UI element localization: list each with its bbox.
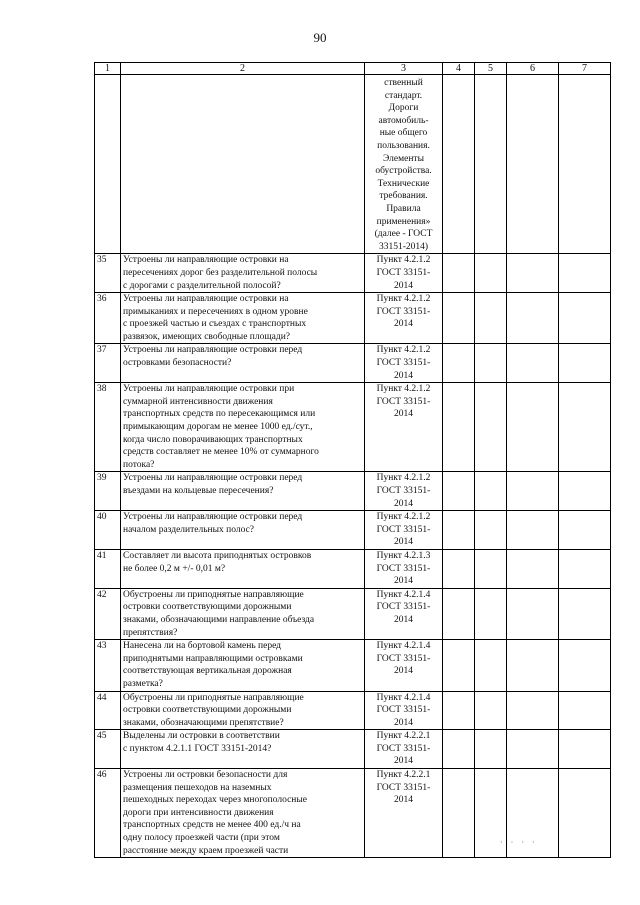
question-cell xyxy=(121,75,365,254)
number-cell: 38 xyxy=(95,383,121,472)
reference-cell xyxy=(365,75,443,254)
question-text: Обустроены ли приподнятые направляющие островки соответствующими дорожными знаками, обозначающими направление объезда препятствия? xyxy=(123,589,315,638)
table-row xyxy=(95,549,611,588)
question-text: Устроены ли направляющие островки на пересечениях дорог без разделительной полосы с дорогами с разделительной полосой? xyxy=(123,255,318,291)
reference-cell xyxy=(365,549,443,588)
question-cell xyxy=(121,588,365,639)
reference-text: Пункт 4.2.1.4 ГОСТ 33151- 2014 xyxy=(376,692,431,728)
empty-cell xyxy=(559,511,611,550)
question-text: Устроены ли направляющие островки перед островками безопасности? xyxy=(123,345,303,369)
question-cell xyxy=(121,769,365,858)
number-cell: 43 xyxy=(95,640,121,691)
table-row xyxy=(95,293,611,344)
empty-cell xyxy=(507,588,559,639)
empty-cell xyxy=(443,511,475,550)
empty-cell xyxy=(475,293,507,344)
number-cell: 37 xyxy=(95,344,121,383)
question-text: Устроены ли направляющие островки на примыканиях и пересечениях в одном уровне с проезжей частью и съездах с транспортных развязок, имеющих свободные площади? xyxy=(123,294,308,342)
empty-cell xyxy=(475,472,507,511)
empty-cell xyxy=(443,769,475,858)
question-cell xyxy=(121,511,365,550)
reference-cell xyxy=(365,383,443,472)
number-cell: 42 xyxy=(95,588,121,639)
number-cell: 44 xyxy=(95,691,121,730)
reference-cell xyxy=(365,588,443,639)
table-row xyxy=(95,588,611,639)
empty-cell xyxy=(475,511,507,550)
table-row xyxy=(95,691,611,730)
empty-cell xyxy=(559,549,611,588)
continuation-row xyxy=(95,75,611,254)
reference-cell xyxy=(365,730,443,769)
table-row xyxy=(95,344,611,383)
checklist-table xyxy=(94,62,611,858)
empty-cell xyxy=(559,769,611,858)
table-row xyxy=(95,383,611,472)
empty-cell xyxy=(443,75,475,254)
empty-cell xyxy=(443,549,475,588)
empty-cell xyxy=(507,383,559,472)
number-cell: 35 xyxy=(95,254,121,293)
question-cell xyxy=(121,691,365,730)
empty-cell xyxy=(507,730,559,769)
reference-cell xyxy=(365,640,443,691)
empty-cell xyxy=(507,293,559,344)
empty-cell xyxy=(559,588,611,639)
empty-cell xyxy=(443,383,475,472)
reference-text: Пункт 4.2.1.4 ГОСТ 33151- 2014 xyxy=(376,641,431,677)
column-header: 4 xyxy=(443,63,475,75)
empty-cell xyxy=(507,472,559,511)
reference-text: Пункт 4.2.1.2 ГОСТ 33151- 2014 xyxy=(376,384,431,420)
question-cell xyxy=(121,730,365,769)
empty-cell xyxy=(559,254,611,293)
scan-artifact: · · · · xyxy=(500,838,538,847)
empty-cell xyxy=(475,691,507,730)
question-cell xyxy=(121,254,365,293)
table-row xyxy=(95,254,611,293)
question-text: Составляет ли высота приподнятых островков не более 0,2 м +/- 0,01 м? xyxy=(123,550,312,574)
reference-text: Пункт 4.2.1.2 ГОСТ 33151- 2014 xyxy=(376,512,431,548)
empty-cell xyxy=(443,344,475,383)
reference-cell xyxy=(365,293,443,344)
empty-cell xyxy=(559,472,611,511)
question-cell xyxy=(121,640,365,691)
empty-cell xyxy=(507,549,559,588)
table-row xyxy=(95,730,611,769)
reference-cell xyxy=(365,472,443,511)
number-cell: 40 xyxy=(95,511,121,550)
empty-cell xyxy=(475,588,507,639)
reference-cell xyxy=(365,691,443,730)
empty-cell xyxy=(443,691,475,730)
reference-cell xyxy=(365,344,443,383)
question-cell xyxy=(121,293,365,344)
question-text: Устроены ли островки безопасности для размещения пешеходов на наземных пешеходных переходах через многополосные дороги при интенсивности движения транспортных средств не менее 400 ед./ч на одну полосу проезжей части (при этом расстояние между краем проезжей части xyxy=(123,770,307,856)
column-header: 7 xyxy=(559,63,611,75)
column-header: 2 xyxy=(121,63,365,75)
empty-cell xyxy=(507,640,559,691)
reference-cell xyxy=(365,769,443,858)
empty-cell xyxy=(443,730,475,769)
reference-text: Пункт 4.2.1.2 ГОСТ 33151- 2014 xyxy=(376,473,431,509)
question-text: Устроены ли направляющие островки перед въездами на кольцевые пересечения? xyxy=(123,473,303,496)
question-cell xyxy=(121,472,365,511)
empty-cell xyxy=(443,588,475,639)
table-row xyxy=(95,472,611,511)
empty-cell xyxy=(443,640,475,691)
empty-cell xyxy=(507,344,559,383)
question-text: Выделены ли островки в соответствии с пунктом 4.2.1.1 ГОСТ 33151-2014? xyxy=(123,731,280,754)
empty-cell xyxy=(475,730,507,769)
reference-text: ственный стандарт. Дороги автомобиль- ные общего пользования. Элементы обустройства. Технические требования. Правила применения» (далее - ГОСТ 33151-2014) xyxy=(374,78,433,252)
reference-text: Пункт 4.2.1.3 ГОСТ 33151- 2014 xyxy=(376,550,431,587)
empty-cell xyxy=(443,472,475,511)
number-cell: 36 xyxy=(95,293,121,344)
empty-cell xyxy=(443,254,475,293)
number-cell: 41 xyxy=(95,549,121,588)
question-text: Обустроены ли приподнятые направляющие островки соответствующими дорожными знаками, обозначающими препятствие? xyxy=(123,692,304,728)
number-cell: 39 xyxy=(95,472,121,511)
table-row xyxy=(95,511,611,550)
empty-cell xyxy=(507,511,559,550)
empty-cell xyxy=(443,293,475,344)
number-cell xyxy=(95,75,121,254)
column-header: 3 xyxy=(365,63,443,75)
column-header: 6 xyxy=(507,63,559,75)
empty-cell xyxy=(507,691,559,730)
question-text: Устроены ли направляющие островки перед началом разделительных полос? xyxy=(123,512,303,535)
number-cell: 45 xyxy=(95,730,121,769)
reference-cell xyxy=(365,254,443,293)
number-cell: 46 xyxy=(95,769,121,858)
empty-cell xyxy=(475,549,507,588)
reference-text: Пункт 4.2.2.1 ГОСТ 33151- 2014 xyxy=(376,770,431,806)
empty-cell xyxy=(507,75,559,254)
reference-text: Пункт 4.2.1.2 ГОСТ 33151- 2014 xyxy=(376,345,431,381)
empty-cell xyxy=(475,383,507,472)
empty-cell xyxy=(559,730,611,769)
empty-cell xyxy=(475,75,507,254)
table-row xyxy=(95,640,611,691)
question-cell xyxy=(121,383,365,472)
reference-text: Пункт 4.2.2.1 ГОСТ 33151- 2014 xyxy=(376,731,431,767)
column-header: 1 xyxy=(95,63,121,75)
column-header: 5 xyxy=(475,63,507,75)
question-text: Устроены ли направляющие островки при суммарной интенсивности движения транспортных средств по пересекающимся или примыкающим дорогам не менее 1000 ед./сут., когда число поворачивающих транспортных средств составляет не менее 10% от суммарного потока? xyxy=(123,384,319,470)
question-cell xyxy=(121,549,365,588)
reference-text: Пункт 4.2.1.2 ГОСТ 33151- 2014 xyxy=(376,294,431,330)
reference-cell xyxy=(365,511,443,550)
empty-cell xyxy=(507,254,559,293)
empty-cell xyxy=(559,293,611,344)
empty-cell xyxy=(559,691,611,730)
reference-text: Пункт 4.2.1.4 ГОСТ 33151- 2014 xyxy=(376,589,431,625)
page-number: 90 xyxy=(313,30,327,45)
empty-cell xyxy=(559,344,611,383)
reference-text: Пункт 4.2.1.2 ГОСТ 33151- 2014 xyxy=(376,255,431,291)
empty-cell xyxy=(475,344,507,383)
question-cell xyxy=(121,344,365,383)
question-text: Нанесена ли на бортовой камень перед приподнятыми направляющими островками соответствующая вертикальная дорожная разметка? xyxy=(123,641,303,689)
empty-cell xyxy=(475,640,507,691)
header-row xyxy=(95,63,611,75)
empty-cell xyxy=(559,383,611,472)
empty-cell xyxy=(559,640,611,691)
empty-cell xyxy=(475,254,507,293)
empty-cell xyxy=(559,75,611,254)
